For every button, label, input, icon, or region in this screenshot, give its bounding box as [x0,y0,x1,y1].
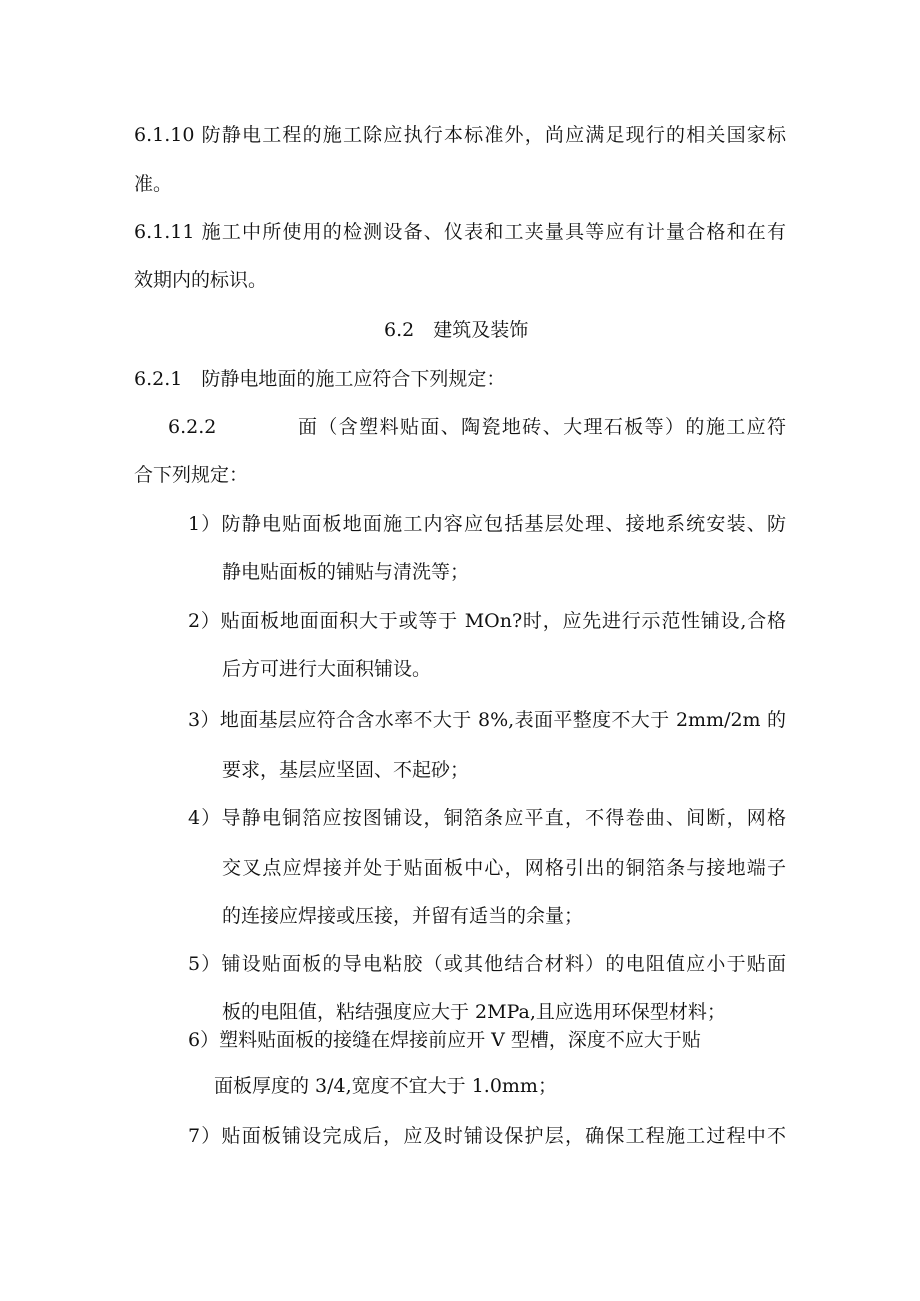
list-item-3-line-1: 3）地面基层应符合含水率不大于 8%,表面平整度不大于 2mm∕2m 的 [188,709,786,731]
clause-6-1-11-line-1: 6.1.11 施工中所使用的检测设备、仪表和工夹量具等应有计量合格和在有 [134,221,786,243]
clause-6-1-10-line-1: 6.1.10 防静电工程的施工除应执行本标准外，尚应满足现行的相关国家标 [134,124,786,146]
list-item-5-line-2: 板的电阻值，粘结强度应大于 2MPa,且应选用环保型材料； [222,1001,726,1023]
clause-6-2-2-line-1: 面（含塑料贴面、陶瓷地砖、大理石板等）的施工应符 [298,416,786,438]
list-item-4-line-1: 4）导静电铜箔应按图铺设，铜箔条应平直，不得卷曲、间断，网格 [188,807,786,829]
list-item-1-line-2: 静电贴面板的铺贴与清洗等； [222,561,470,583]
clause-6-1-10-line-2: 准。 [134,173,173,195]
list-item-6-line-1: 6）塑料贴面板的接缝在焊接前应开 V 型槽，深度不应大于贴 [188,1029,701,1051]
section-heading: 6.2 建筑及装饰 [384,319,529,341]
list-item-2-line-1: 2）贴面板地面面积大于或等于 MOn?时，应先进行示范性铺设,合格 [188,610,786,632]
list-item-2-line-2: 后方可进行大面积铺设。 [222,658,432,680]
list-item-3-line-2: 要求，基层应坚固、不起砂； [222,759,470,781]
list-item-6-line-2: 面板厚度的 3/4,宽度不宜大于 1.0mm； [214,1075,557,1097]
clause-6-2-2-number: 6.2.2 [168,416,217,438]
list-item-7-line-1: 7）贴面板铺设完成后，应及时铺设保护层，确保工程施工过程中不 [188,1125,786,1147]
clause-6-2-1: 6.2.1 防静电地面的施工应符合下列规定： [134,368,506,390]
clause-6-1-11-line-2: 效期内的标识。 [134,269,268,291]
list-item-1-line-1: 1）防静电贴面板地面施工内容应包括基层处理、接地系统安装、防 [188,513,786,535]
list-item-4-line-3: 的连接应焊接或压接，并留有适当的余量； [222,905,584,927]
list-item-5-line-1: 5）铺设贴面板的导电粘胶（或其他结合材料）的电阻值应小于贴面 [188,953,786,975]
clause-6-2-2-line-2: 合下列规定： [134,464,249,486]
list-item-4-line-2: 交叉点应焊接并处于贴面板中心，网格引出的铜箔条与接地端子 [222,857,786,879]
